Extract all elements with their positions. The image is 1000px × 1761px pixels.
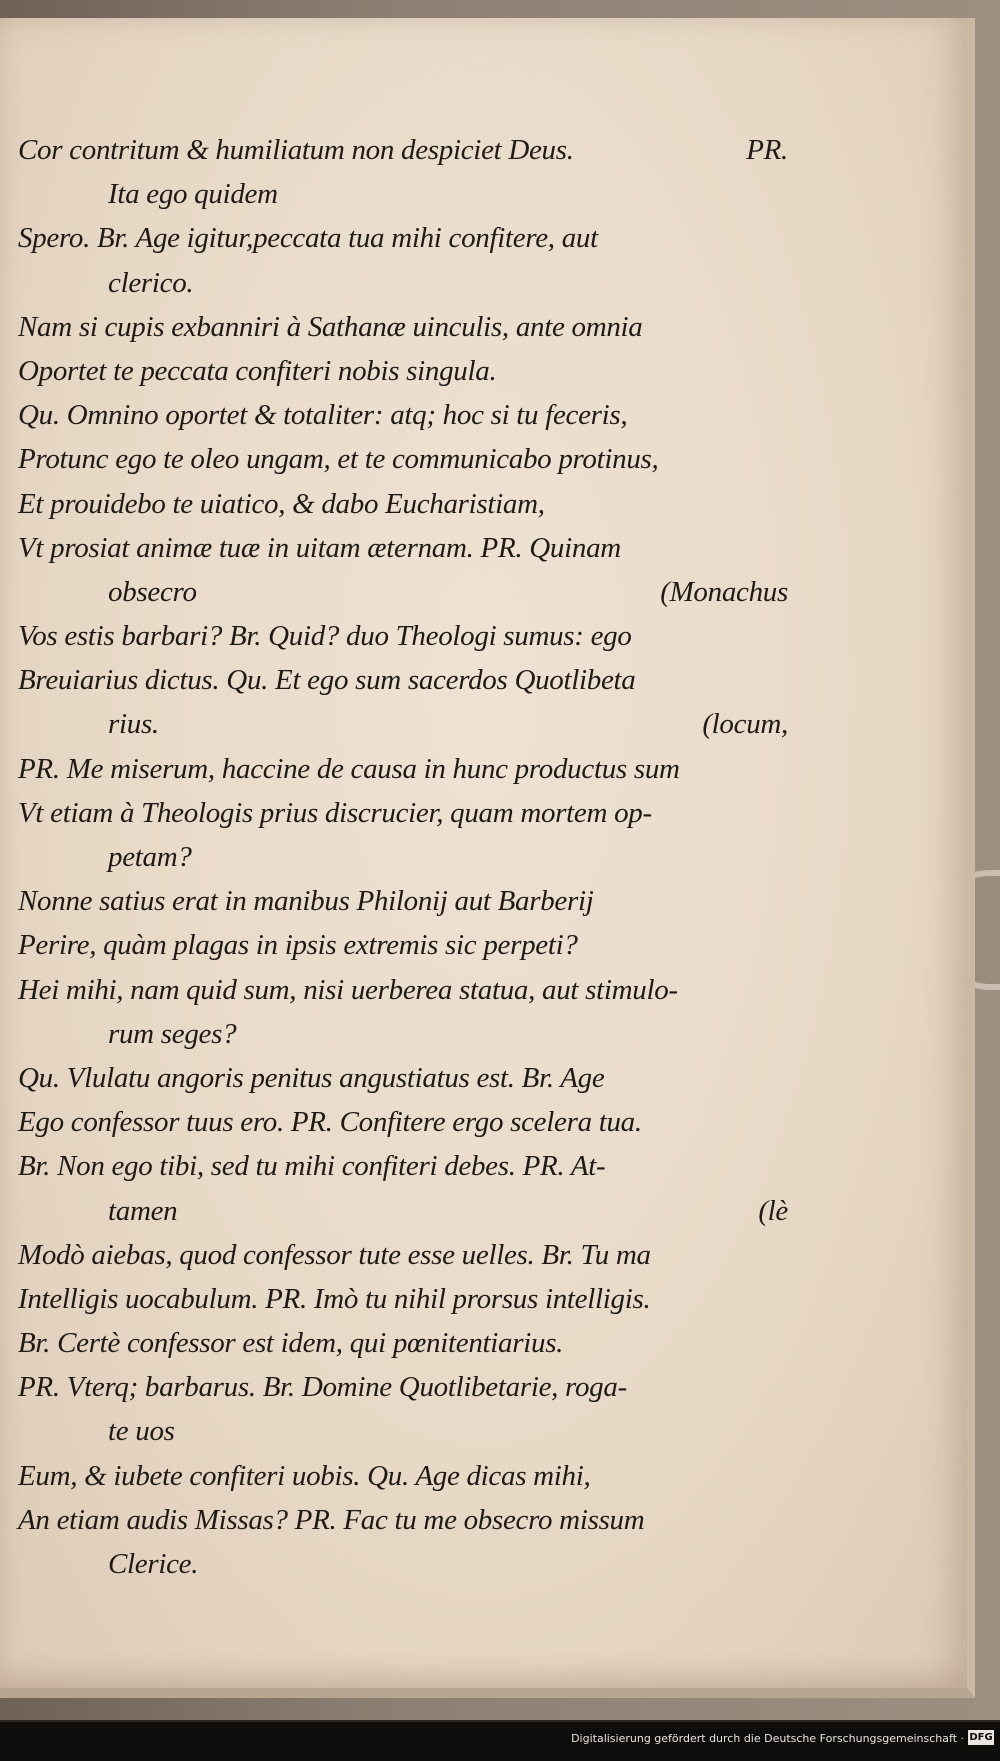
line-right-text: (locum, (702, 708, 788, 741)
text-line (18, 349, 788, 393)
text-line (18, 216, 788, 260)
text-line (18, 1189, 788, 1233)
text-line (18, 1277, 788, 1321)
text-line (18, 128, 788, 172)
text-line (18, 923, 788, 967)
line-text: An etiam audis Missas? PR. Fac tu me obsecro missum (18, 1503, 645, 1536)
line-text: Oportet te peccata confiteri nobis singula. (18, 354, 497, 387)
line-text: Et prouidebo te uiatico, & dabo Eucharistiam, (18, 487, 545, 520)
line-text: Protunc ego te oleo ungam, et te communicabo protinus, (18, 443, 659, 476)
book-page (0, 18, 975, 1698)
line-text: obsecro (108, 575, 197, 608)
line-text: PR. Vterq; barbarus. Br. Domine Quotlibetarie, roga- (18, 1371, 627, 1404)
text-line (18, 437, 788, 481)
line-text: Nonne satius erat in manibus Philonij aut Barberij (18, 885, 594, 918)
text-line (18, 1321, 788, 1365)
text-line (18, 1100, 788, 1144)
text-line (18, 570, 788, 614)
text-line (18, 658, 788, 702)
text-line (18, 305, 788, 349)
text-line (18, 747, 788, 791)
digitization-credit: Digitalisierung gefördert durch die Deutsche Forschungsgemeinschaft · (571, 1732, 964, 1745)
text-line (18, 1409, 788, 1453)
line-text: Spero. Br. Age igitur,peccata tua mihi confitere, aut (18, 222, 598, 255)
line-text: Qu. Omnino oportet & totaliter: atq; hoc si tu feceris, (18, 399, 628, 432)
text-line (18, 1542, 788, 1586)
line-text: Perire, quàm plagas in ipsis extremis sic perpeti? (18, 929, 578, 962)
footer-bar (0, 1722, 1000, 1761)
text-line (18, 1144, 788, 1188)
text-line (18, 172, 788, 216)
line-text: rum seges? (108, 1017, 237, 1050)
line-text: Breuiarius dictus. Qu. Et ego sum sacerdos Quotlibeta (18, 664, 636, 697)
text-line (18, 879, 788, 923)
line-text: Qu. Vlulatu angoris penitus angustiatus est. Br. Age (18, 1061, 605, 1094)
line-text: Vt prosiat animæ tuæ in uitam æternam. PR. Quinam (18, 531, 621, 564)
line-right-text: PR. (746, 134, 788, 166)
line-text: Vos estis barbari? Br. Quid? duo Theologi sumus: ego (18, 620, 632, 653)
text-line (18, 482, 788, 526)
text-line (18, 835, 788, 879)
line-right-text: (Monachus (660, 575, 788, 608)
line-text: Clerice. (108, 1548, 199, 1580)
text-line (18, 614, 788, 658)
line-text: Br. Non ego tibi, sed tu mihi confiteri debes. PR. At- (18, 1150, 606, 1183)
line-text: te uos (108, 1415, 175, 1448)
line-text: Cor contritum & humiliatum non despiciet Deus. (18, 134, 574, 166)
text-line (18, 1454, 788, 1498)
line-text: Intelligis uocabulum. PR. Imò tu nihil prorsus intelligis. (18, 1282, 651, 1315)
text-line (18, 526, 788, 570)
text-line (18, 261, 788, 305)
line-text: Nam si cupis exbanniri à Sathanæ uinculis, ante omnia (18, 310, 643, 343)
text-line (18, 791, 788, 835)
line-text: Ita ego quidem (108, 178, 278, 211)
line-text: tamen (108, 1194, 178, 1227)
line-text: Hei mihi, nam quid sum, nisi uerberea statua, aut stimulo- (18, 973, 678, 1006)
line-text: Modò aiebas, quod confessor tute esse uelles. Br. Tu ma (18, 1238, 651, 1271)
line-text: petam? (108, 841, 192, 873)
line-text: PR. Me miserum, haccine de causa in hunc productus sum (18, 752, 680, 785)
text-line (18, 702, 788, 746)
text-line (18, 1365, 788, 1409)
line-text: rius. (108, 708, 159, 741)
line-right-text: (lè (758, 1194, 788, 1227)
text-line (18, 393, 788, 437)
line-text: Br. Certè confessor est idem, qui pœnitentiarius. (18, 1327, 564, 1360)
line-text: Eum, & iubete confiteri uobis. Qu. Age dicas mihi, (18, 1459, 591, 1492)
text-line (18, 1012, 788, 1056)
page-text-block (18, 128, 788, 1586)
text-line (18, 1498, 788, 1542)
line-text: Ego confessor tuus ero. PR. Confitere ergo scelera tua. (18, 1106, 642, 1139)
line-text: Vt etiam à Theologis prius discrucier, quam mortem op- (18, 796, 652, 829)
dfg-logo: DFG (969, 1732, 993, 1743)
text-line (18, 968, 788, 1012)
line-text: clerico. (108, 266, 194, 299)
text-line (18, 1056, 788, 1100)
text-line (18, 1233, 788, 1277)
